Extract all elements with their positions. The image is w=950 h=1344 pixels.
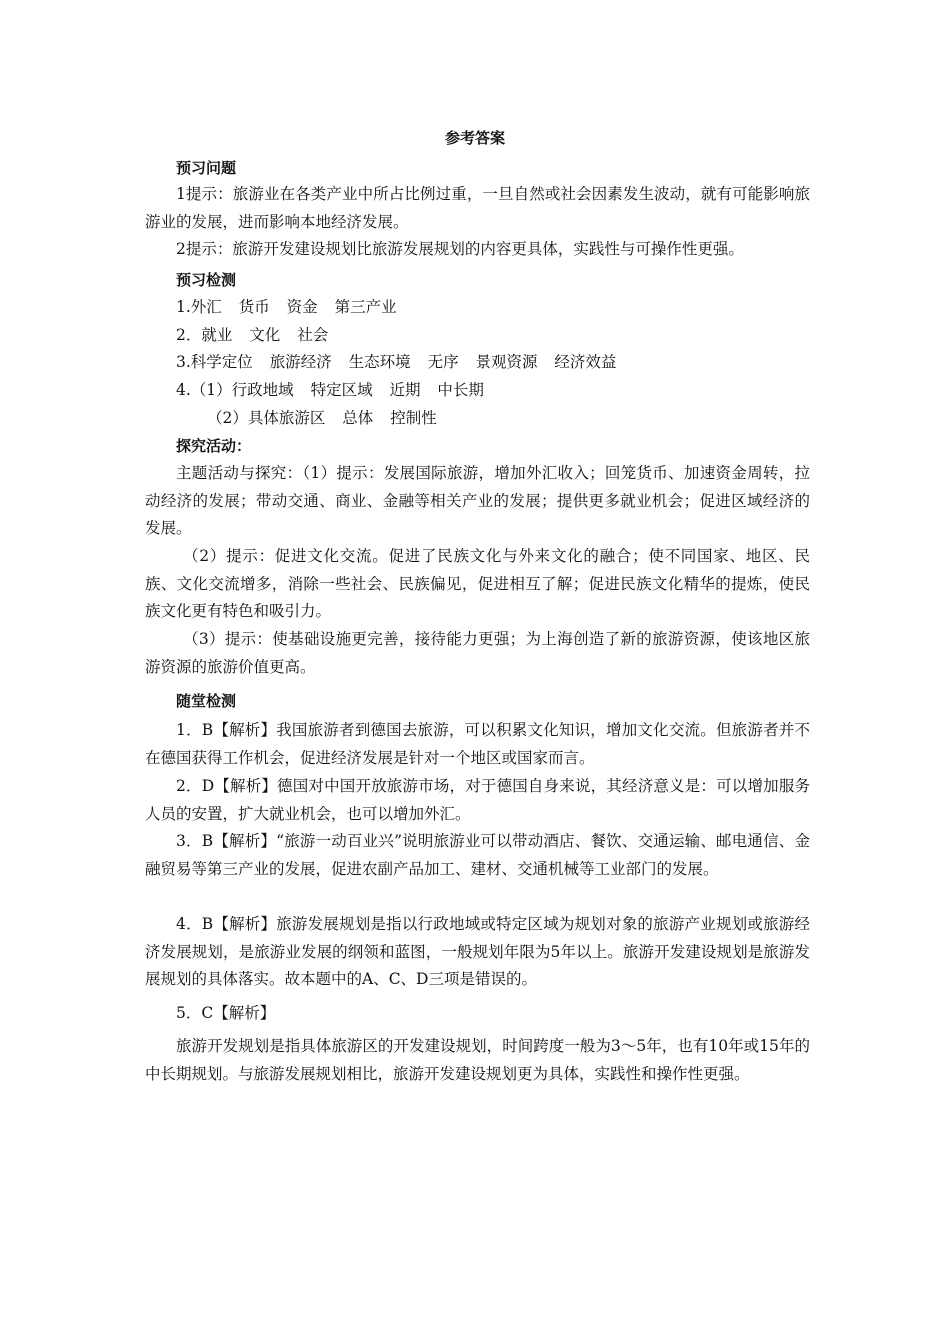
class-check-question-5-body: 旅游开发规划是指具体旅游区的开发建设规划，时间跨度一般为3～5年，也有10年或15年的中长期规划。与旅游发展规划相比，旅游开发建设规划更为具体，实践性和操作性更强。 bbox=[145, 1037, 810, 1083]
inquiry-heading: 探究活动： bbox=[176, 437, 252, 455]
preview-question-2: 2提示：旅游开发建设规划比旅游发展规划的内容更具体，实践性与可操作性更强。 bbox=[176, 240, 744, 258]
preview-check-item-1: 1.外汇 货币 资金 第三产业 bbox=[176, 298, 397, 316]
preview-question-1: 1提示：旅游业在各类产业中所占比例过重，一旦自然或社会因素发生波动，就有可能影响旅游业的发展，进而影响本地经济发展。 bbox=[145, 185, 810, 231]
inquiry-paragraph-2: （2）提示：促进文化交流。促进了民族文化与外来文化的融合；使不同国家、地区、民族、文化交流增多，消除一些社会、民族偏见，促进相互了解；促进民族文化精华的提炼，使民族文化更有特色和吸引力。 bbox=[145, 547, 810, 620]
preview-check-heading: 预习检测 bbox=[176, 271, 237, 289]
class-check-heading: 随堂检测 bbox=[176, 692, 237, 710]
class-check-question-5: 5．C【解析】 bbox=[176, 1004, 276, 1022]
preview-check-item-3: 3.科学定位 旅游经济 生态环境 无序 景观资源 经济效益 bbox=[176, 353, 617, 371]
preview-check-item-4b: （2）具体旅游区 总体 控制性 bbox=[207, 409, 437, 427]
class-check-question-3: 3．B【解析】“旅游一动百业兴”说明旅游业可以带动酒店、餐饮、交通运输、邮电通信、金融贸易等第三产业的发展，促进农副产品加工、建材、交通机械等工业部门的发展。 bbox=[145, 832, 810, 878]
preview-check-item-4a: 4.（1）行政地域 特定区域 近期 中长期 bbox=[176, 381, 484, 399]
inquiry-paragraph-3: （3）提示：使基础设施更完善，接待能力更强；为上海创造了新的旅游资源，使该地区旅游资源的旅游价值更高。 bbox=[145, 630, 810, 676]
class-check-question-1: 1．B【解析】我国旅游者到德国去旅游，可以积累文化知识，增加文化交流。但旅游者并不在德国获得工作机会，促进经济发展是针对一个地区或国家而言。 bbox=[145, 721, 810, 767]
class-check-question-4: 4．B【解析】旅游发展规划是指以行政地域或特定区域为规划对象的旅游产业规划或旅游经济发展规划，是旅游业发展的纲领和蓝图，一般规划年限为5年以上。旅游开发建设规划是旅游发展规划的具体落实。故本题中的A、C、D三项是错误的。 bbox=[145, 915, 810, 988]
page-title: 参考答案 bbox=[444, 129, 505, 147]
preview-check-item-2: 2．就业 文化 社会 bbox=[176, 326, 329, 344]
preview-questions-heading: 预习问题 bbox=[176, 159, 237, 177]
inquiry-paragraph-1: 主题活动与探究：（1）提示：发展国际旅游，增加外汇收入；回笼货币、加速资金周转，拉动经济的发展；带动交通、商业、金融等相关产业的发展；提供更多就业机会；促进区域经济的发展。 bbox=[145, 464, 810, 537]
class-check-question-2: 2．D【解析】德国对中国开放旅游市场，对于德国自身来说，其经济意义是：可以增加服务人员的安置，扩大就业机会，也可以增加外汇。 bbox=[145, 777, 810, 823]
